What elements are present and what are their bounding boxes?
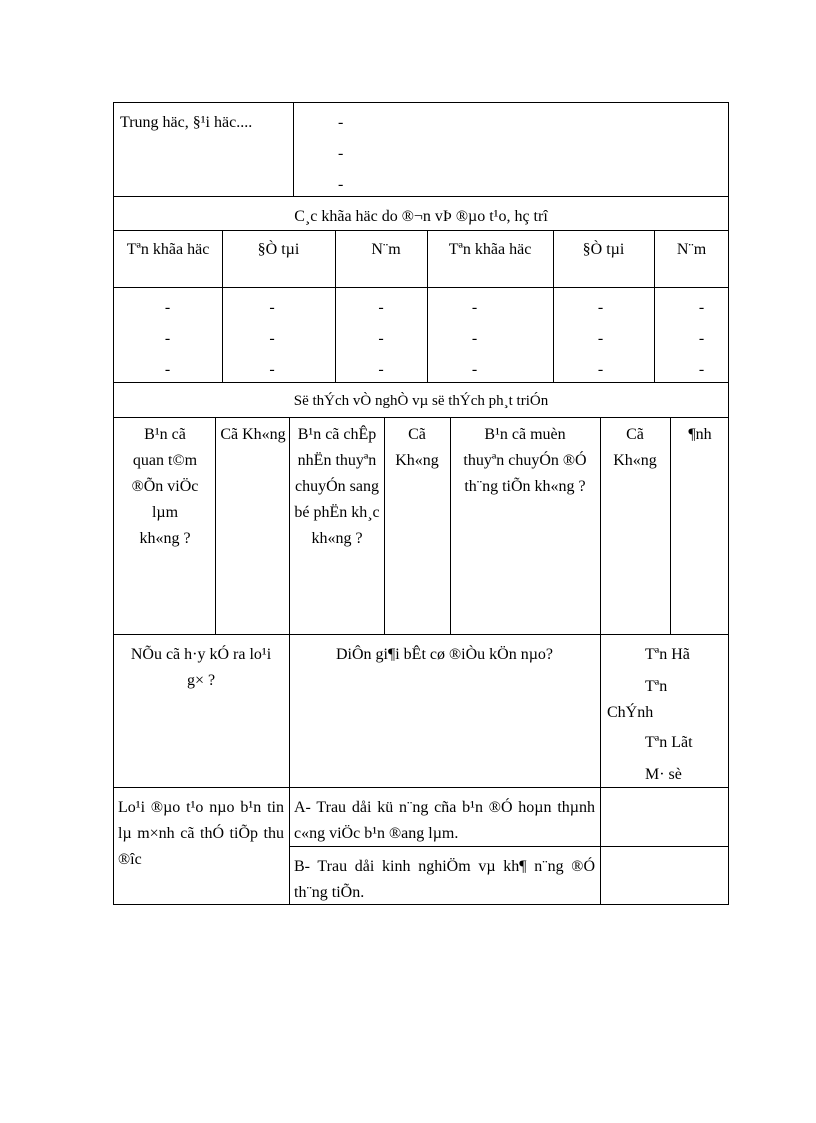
course-cell: - [378, 330, 384, 347]
column-divider [600, 634, 601, 905]
row-divider [113, 196, 729, 197]
course-cell: - [597, 299, 604, 316]
training-option-a: A- Trau dåi kü n¨ng cña b¹n ®Ó hoµn thµnh c«ng viÖc b¹n ®ang lµm. [294, 799, 595, 842]
education-label: Trung häc, §¹i häc.... [120, 114, 253, 131]
question-explain: DiÔn gi¶i bÊt cø ®iÒu kÖn nµo? [335, 646, 554, 663]
course-cell: - [597, 330, 604, 347]
signer-middle-name: Tªn Lãt [645, 734, 693, 751]
column-divider [450, 417, 451, 634]
question-promotion: B¹n cã muèn thuyªn chuyÓn ®Ó th¨ng tiÕn kh«ng ? [463, 426, 587, 495]
photo-label: ¶nh [688, 426, 712, 443]
course-cell: - [471, 361, 478, 378]
signer-first-name: Tªn ChÝnh [607, 678, 668, 721]
header-year-2: N¨m [676, 241, 707, 258]
row-divider [113, 634, 729, 635]
column-divider [670, 417, 671, 634]
courses-title: C¸c khãa häc do ®¬n vÞ ®µo t¹o, hç trî [294, 208, 548, 225]
course-cell: - [164, 361, 171, 378]
yes-no-option: Cã Kh«ng [613, 426, 657, 469]
question-interest: B¹n cã quan t©m ®Õn viÖc lµm kh«ng ? [131, 426, 199, 547]
course-cell: - [378, 361, 384, 378]
course-cell: - [597, 361, 604, 378]
course-cell: - [378, 299, 384, 316]
signer-id: M· sè [645, 766, 682, 783]
training-label: Lo¹i ®µo t¹o nµo b¹n tin lµ m×nh cã thÓ tiÕp thu ®îc [118, 799, 284, 868]
yes-no-option: Cã Kh«ng [395, 426, 439, 469]
column-divider [215, 417, 216, 634]
column-divider [600, 417, 601, 634]
column-divider [384, 417, 385, 634]
row-divider [113, 230, 729, 231]
course-cell: - [698, 299, 705, 316]
dash: - [338, 145, 344, 162]
row-divider [113, 287, 729, 288]
course-cell: - [269, 361, 275, 378]
course-cell: - [164, 299, 171, 316]
question-transfer: B¹n cã chÊp nhËn thuyªn chuyÓn sang bé phËn kh¸c kh«ng ? [294, 426, 380, 547]
course-cell: - [269, 330, 275, 347]
header-course-name-2: Tªn khãa häc [448, 241, 532, 258]
course-cell: - [269, 299, 275, 316]
yes-no-option: Cã Kh«ng [220, 426, 286, 443]
question-type: NÕu cã h·y kÓ ra lo¹i g× ? [130, 646, 272, 689]
row-divider [113, 417, 729, 418]
training-option-b: B- Trau dåi kinh nghiÖm vµ kh¶ n¨ng ®Ó th¨ng tiÕn. [294, 858, 595, 901]
interest-title: Së thÝch vÒ nghÒ vµ së thÝch ph¸t triÓn [293, 393, 549, 409]
course-cell: - [698, 330, 705, 347]
signer-last-name: Tªn Hã [645, 646, 690, 663]
course-cell: - [164, 330, 171, 347]
course-cell: - [471, 299, 478, 316]
course-cell: - [698, 361, 705, 378]
header-course-name: Tªn khãa häc [126, 241, 210, 258]
row-divider [113, 787, 729, 788]
course-cell: - [471, 330, 478, 347]
header-topic-2: §Ò tµi [582, 241, 625, 258]
header-topic: §Ò tµi [257, 241, 300, 258]
column-divider [293, 102, 294, 196]
dash: - [338, 114, 344, 131]
dash: - [338, 176, 344, 193]
header-year: N¨m [371, 241, 401, 258]
